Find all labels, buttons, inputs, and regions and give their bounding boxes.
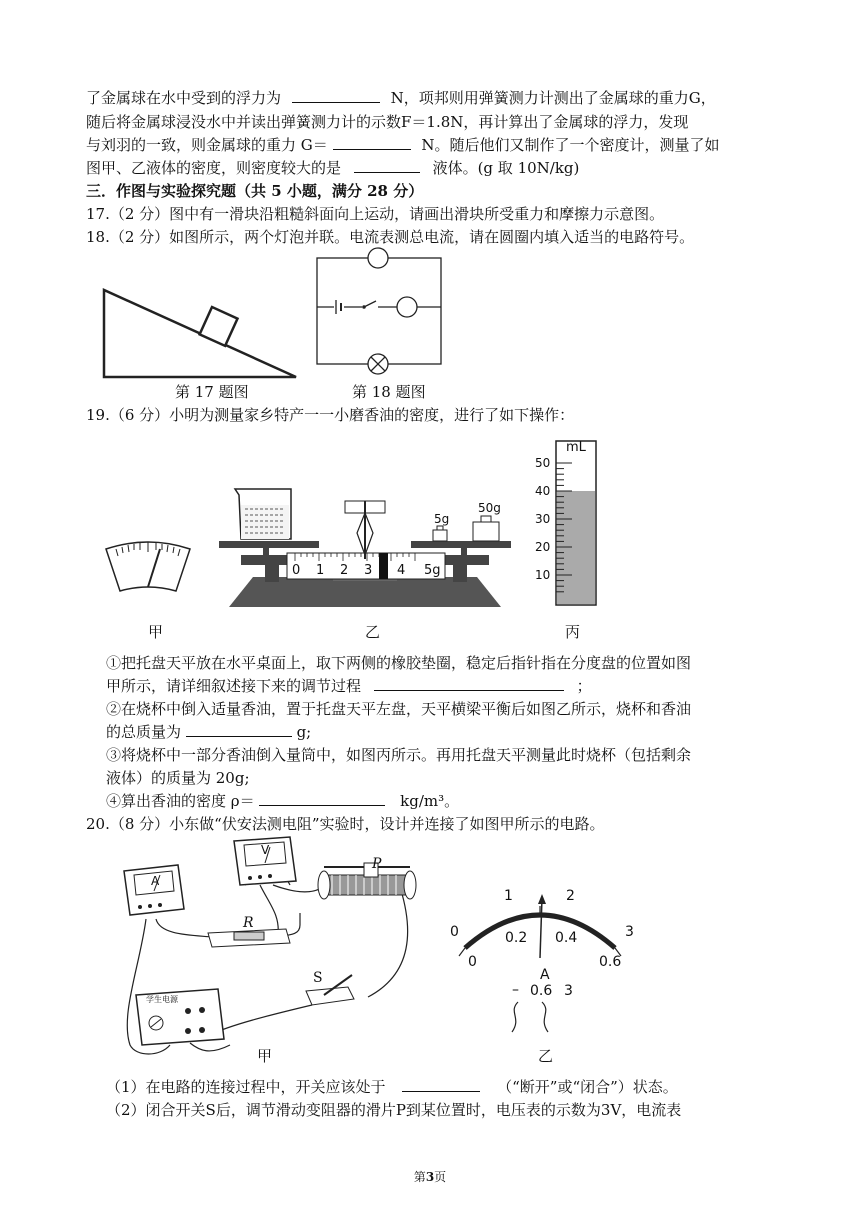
ruler-label: 5g xyxy=(424,563,441,578)
figure-19-label-bing: 丙 xyxy=(565,623,581,641)
text: kg/m³。 xyxy=(400,792,460,810)
answer-blank[interactable] xyxy=(374,676,564,691)
text: 图甲、乙液体的密度，则密度较大的是 xyxy=(86,159,342,177)
answer-blank[interactable] xyxy=(354,158,420,173)
cylinder-unit: mL xyxy=(566,440,586,455)
question-19: 19.（6 分）小明为测量家乡特产一一小磨香油的密度，进行了如下操作： xyxy=(86,406,575,424)
page-footer xyxy=(0,1168,860,1185)
terminal-wires xyxy=(498,1000,568,1036)
q19-step-1: ①把托盘天平放在水平桌面上，取下两侧的橡胶垫圈，稳定后指针指在分度盘的位置如图 xyxy=(106,654,692,672)
cylinder-tick: 40 xyxy=(535,484,551,498)
text-line: 随后将金属球浸没水中并读出弹簧测力计的示数F＝1.8N，再计算出了金属球的浮力，发现 xyxy=(86,113,689,131)
text-line xyxy=(86,158,579,178)
dial-top-scale: 0 xyxy=(450,924,459,940)
answer-blank[interactable] xyxy=(186,722,292,737)
answer-blank[interactable] xyxy=(292,88,380,103)
terminal-label: – xyxy=(512,982,519,998)
resistor xyxy=(208,929,290,947)
text-line xyxy=(86,88,716,108)
weight-50g-label: 50g xyxy=(478,501,501,515)
cylinder-tick: 30 xyxy=(535,512,551,526)
q19-step-1-cont xyxy=(106,676,592,696)
circuit-apparatus-figure xyxy=(100,835,445,1065)
text: 甲所示，请详细叙述接下来的调节过程 xyxy=(106,677,362,695)
dial-bottom-scale: 0.6 xyxy=(599,954,622,970)
ammeter xyxy=(124,865,184,915)
q19-step-3-cont: 液体）的质量为 20g; xyxy=(106,769,250,787)
figure-19-label-jia: 甲 xyxy=(148,623,164,641)
power-supply-label: 学生电源 xyxy=(146,995,178,1004)
figure-20-label-yi: 乙 xyxy=(538,1047,554,1065)
switch-label: S xyxy=(313,970,323,986)
rheostat xyxy=(318,863,416,899)
ruler-label: 1 xyxy=(316,563,325,578)
text: ④算出香油的密度 ρ＝ xyxy=(106,792,255,810)
answer-blank[interactable] xyxy=(333,135,411,150)
dial-bottom-scale: 0.2 xyxy=(505,930,528,946)
text: 了金属球在水中受到的浮力为 xyxy=(86,89,282,107)
footer-text: 页 xyxy=(434,1170,447,1184)
text-line xyxy=(86,135,719,155)
ammeter-dial-figure xyxy=(455,888,625,958)
cylinder-tick: 20 xyxy=(535,540,551,554)
incline-figure xyxy=(100,285,300,380)
ammeter-label: A xyxy=(151,874,160,888)
text: g; xyxy=(296,723,312,741)
answer-blank[interactable] xyxy=(259,791,385,806)
text: N，项邦则用弹簧测力计测出了金属球的重力G， xyxy=(390,89,716,107)
circuit-figure-18 xyxy=(310,244,450,379)
weight-5g-label: 5g xyxy=(434,512,450,526)
text: 的总质量为 xyxy=(106,723,182,741)
dial-top-scale: 2 xyxy=(566,888,575,904)
ruler-label: 3 xyxy=(364,563,373,578)
graduated-cylinder-figure xyxy=(548,433,604,611)
text: 液体。(g 取 10N/kg) xyxy=(432,159,580,177)
cylinder-tick: 50 xyxy=(535,456,551,470)
dial-unit: A xyxy=(540,967,550,983)
text: 与刘羽的一致，则金属球的重力 G＝ xyxy=(86,136,328,154)
dial-bottom-scale: 0.4 xyxy=(555,930,578,946)
footer-text: 第 xyxy=(413,1170,426,1184)
ruler-label: 2 xyxy=(340,563,349,578)
balance-figure xyxy=(215,475,515,610)
text: （1）在电路的连接过程中，开关应该处于 xyxy=(106,1078,386,1096)
dial-top-scale: 1 xyxy=(504,888,513,904)
ruler-label: 0 xyxy=(292,563,301,578)
figure-17-caption: 第 17 题图 xyxy=(175,383,249,401)
figure-18-caption: 第 18 题图 xyxy=(352,383,426,401)
q19-step-2-cont xyxy=(106,722,311,742)
resistor-label: R xyxy=(243,915,254,931)
q19-step-4 xyxy=(106,791,459,811)
cylinder-tick: 10 xyxy=(535,568,551,582)
text: ； xyxy=(576,677,592,695)
scale-dial-figure xyxy=(102,535,194,593)
page-number: 3 xyxy=(425,1170,435,1184)
question-20: 20.（8 分）小东做“伏安法测电阻”实验时，设计并连接了如图甲所示的电路。 xyxy=(86,815,605,833)
figure-20-label-jia: 甲 xyxy=(257,1047,273,1065)
q20-item-2: （2）闭合开关S后，调节滑动变阻器的滑片P到某位置时，电压表的示数为3V，电流表 xyxy=(106,1101,682,1119)
text: （“断开”或“闭合”）状态。 xyxy=(497,1078,678,1096)
dial-bottom-scale: 0 xyxy=(468,954,477,970)
q20-item-1 xyxy=(106,1077,678,1097)
ruler-label: 4 xyxy=(397,563,406,578)
question-18: 18.（2 分）如图所示，两个灯泡并联。电流表测总电流，请在圆圈内填入适当的电路符号。 xyxy=(86,228,695,246)
figure-19-label-yi: 乙 xyxy=(365,623,381,641)
text: N。随后他们又制作了一个密度计，测量了如 xyxy=(421,136,720,154)
section-heading: 三．作图与实验探究题（共 5 小题，满分 28 分） xyxy=(86,182,424,200)
terminal-label: 0.6 xyxy=(530,983,553,999)
dial-top-scale: 3 xyxy=(625,924,634,940)
q19-step-2: ②在烧杯中倒入适量香油，置于托盘天平左盘，天平横梁平衡后如图乙所示，烧杯和香油 xyxy=(106,700,692,718)
question-17: 17.（2 分）图中有一滑块沿粗糙斜面向上运动，请画出滑块所受重力和摩擦力示意图。 xyxy=(86,205,665,223)
terminal-label: 3 xyxy=(564,983,573,999)
voltmeter-label: V xyxy=(261,843,270,857)
slider-label: P xyxy=(372,856,382,872)
q19-step-3: ③将烧杯中一部分香油倒入量筒中，如图丙所示。再用托盘天平测量此时烧杯（包括剩余 xyxy=(106,746,692,764)
answer-blank[interactable] xyxy=(402,1077,480,1092)
